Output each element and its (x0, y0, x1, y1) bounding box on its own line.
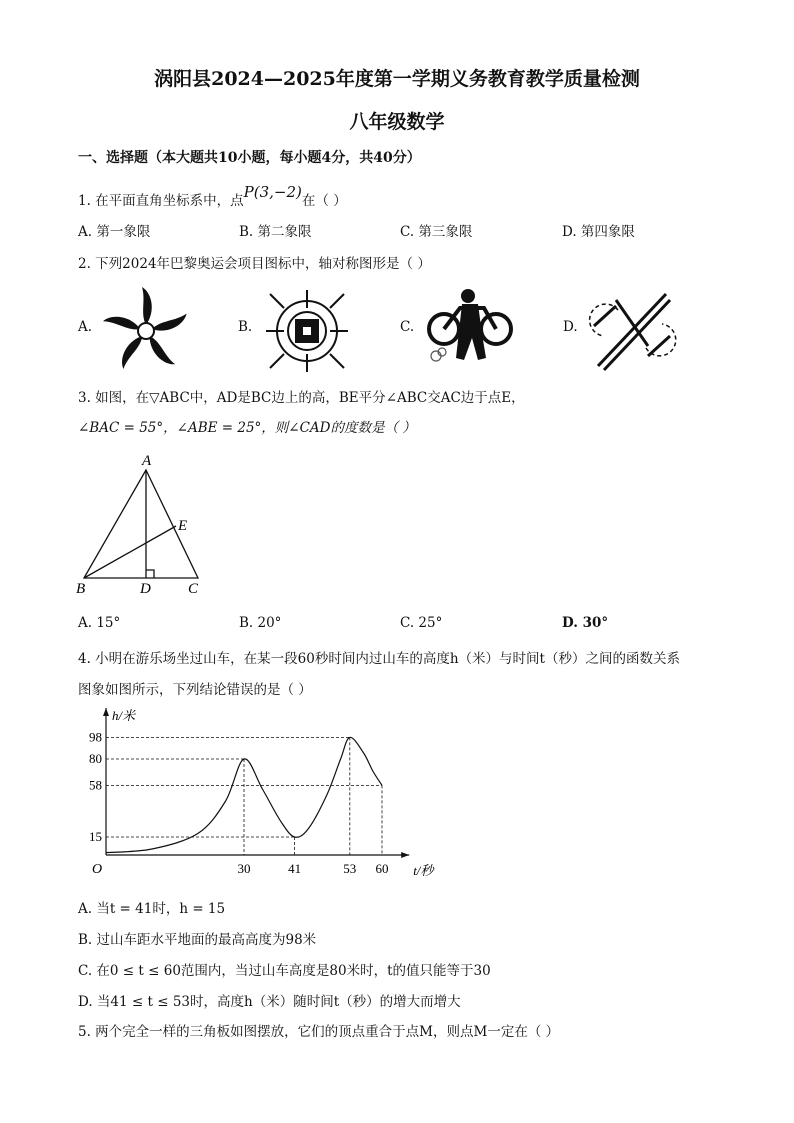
q4-function-chart (72, 700, 434, 890)
q4-line-1: 4. 小明在游乐场坐过山车，在某一段60秒时间内过山车的高度h（米）与时间t（秒）之间的函数关系 (78, 651, 680, 667)
chart-axes (103, 708, 409, 858)
q1-option-b: B. 第二象限 (239, 224, 312, 240)
q2-letter-c: C. (400, 319, 415, 335)
y-axis-label: h/米 (112, 708, 136, 723)
section-heading: 一、选择题（本大题共10小题，每小题4分，共40分） (78, 150, 421, 166)
q3-option-b: B. 20° (239, 615, 282, 631)
question-2: 2. 下列2024年巴黎奥运会项目图标中，轴对称图形是（ ） (78, 256, 431, 272)
q3-triangle-figure (72, 450, 212, 600)
q2-letter-a: A. (78, 319, 93, 335)
y-tick-label-3: 98 (89, 729, 102, 745)
q4-option-b: B. 过山车距水平地面的最高高度为98米 (78, 932, 317, 948)
y-tick-label-2: 80 (89, 751, 102, 766)
vertex-b-label: B (76, 581, 86, 597)
q1-option-d: D. 第四象限 (562, 224, 635, 240)
q1-stem-a: 1. 在平面直角坐标系中，点 (78, 193, 244, 209)
question-1 (78, 183, 347, 209)
vertex-a-label: A (142, 453, 152, 469)
x-axis-label: t/秒 (413, 863, 434, 878)
q3-line-2: ∠BAC = 55°，∠ABE = 25°，则∠CAD的度数是（ ） (78, 420, 416, 436)
q2-icon-d (588, 288, 676, 372)
x-axis-arrow (401, 852, 409, 858)
q3-option-d: D. 30° (562, 615, 609, 631)
chart-guides (106, 737, 382, 855)
q3-line-1: 3. 如图，在▽ABC中，AD是BC边上的高，BE平分∠ABC交AC边于点E， (78, 390, 525, 406)
question-5: 5. 两个完全一样的三角板如图摆放，它们的顶点重合于点M，则点M一定在（ ） (78, 1024, 560, 1040)
vertex-c-label: C (188, 581, 199, 597)
y-tick-label-0: 15 (89, 829, 102, 844)
chart-text (89, 708, 436, 878)
point-e-label: E (178, 518, 188, 534)
y-axis-arrow (103, 708, 109, 716)
q2-letter-b: B. (238, 319, 253, 335)
q2-icon-a (98, 283, 194, 379)
q4-option-a: A. 当t = 41时，h = 15 (78, 901, 226, 917)
q4-line-2: 图象如图所示，下列结论错误的是（ ） (78, 682, 312, 698)
x-tick-label-1: 41 (288, 861, 302, 876)
q1-option-a: A. 第一象限 (78, 224, 151, 240)
origin-label: O (92, 862, 103, 877)
q1-option-c: C. 第三象限 (400, 224, 473, 240)
q2-icon-b (262, 286, 352, 376)
y-tick-label-1: 58 (89, 777, 102, 793)
q2-letter-d: D. (563, 319, 578, 335)
q3-option-a: A. 15° (78, 615, 121, 631)
petal (142, 287, 152, 325)
exam-title: 涡阳县2024—2025年度第一学期义务教育教学质量检测 (154, 68, 640, 90)
q4-option-d: D. 当41 ≤ t ≤ 53时，高度h（米）随时间t（秒）的增大而增大 (78, 994, 461, 1010)
x-tick-label-0: 30 (237, 861, 251, 876)
q3-option-c: C. 25° (400, 615, 443, 631)
q1-stem-b: 在（ ） (301, 193, 347, 209)
exam-subtitle: 八年级数学 (349, 111, 445, 133)
point-d-label: D (140, 581, 151, 597)
q2-icon-c (424, 286, 516, 376)
x-tick-label-2: 53 (343, 861, 357, 876)
x-tick-label-3: 60 (375, 861, 389, 876)
q1-point: P(3,−2) (243, 183, 302, 201)
q4-option-c: C. 在0 ≤ t ≤ 60范围内，当过山车高度是80米时，t的值只能等于30 (78, 963, 491, 979)
